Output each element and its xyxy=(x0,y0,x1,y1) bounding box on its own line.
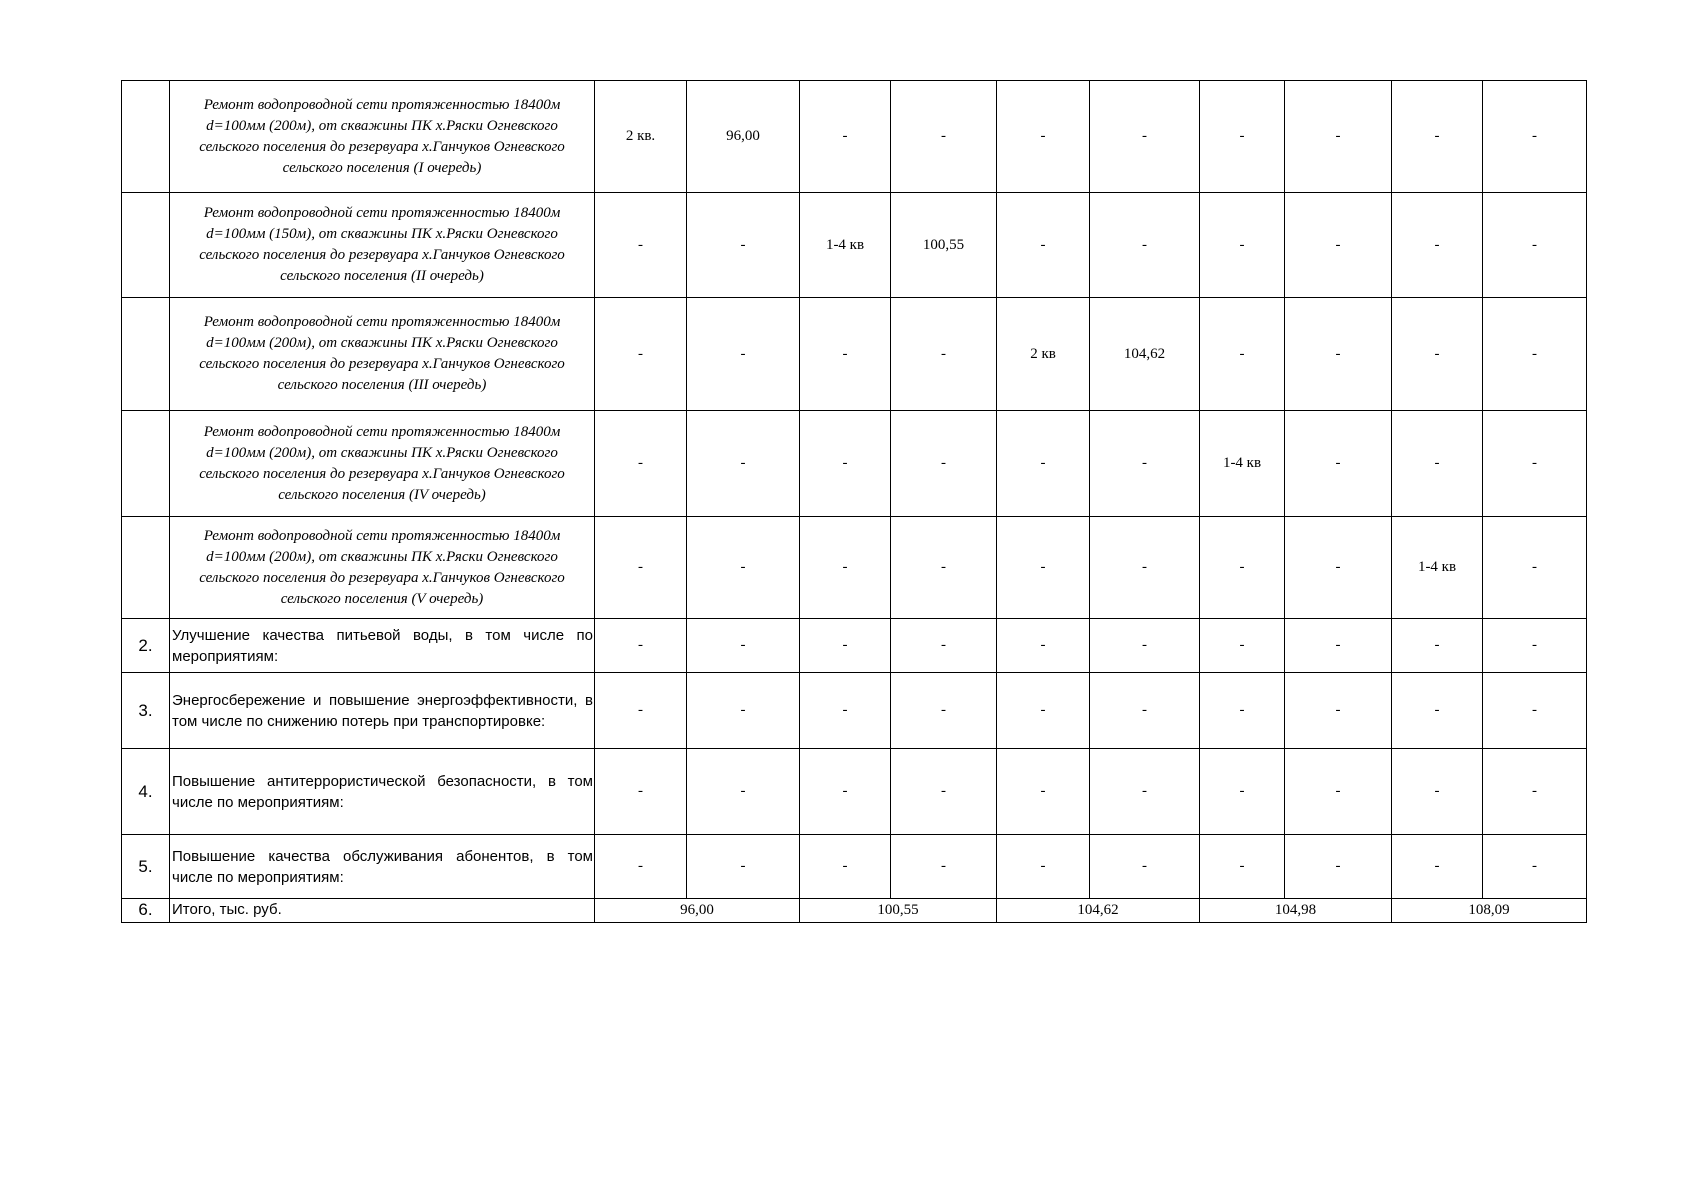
table-row xyxy=(122,298,1587,411)
table-cell: - xyxy=(1285,619,1392,673)
table-cell: - xyxy=(800,619,891,673)
table-cell: - xyxy=(891,81,997,193)
table-cell: - xyxy=(1483,619,1587,673)
table-cell: - xyxy=(595,411,687,517)
table-cell: - xyxy=(1090,517,1200,619)
table-cell: 1-4 кв xyxy=(1200,411,1285,517)
table-cell: - xyxy=(1483,193,1587,298)
total-row xyxy=(122,899,1587,923)
measure-description: Ремонт водопроводной сети протяженностью 18400м d=100мм (200м), от скважины ПК х.Ряски Огневского сельского поселения до резервуара х.Ганчуков Огневского сельского поселения (V очередь) xyxy=(170,517,595,619)
table-cell: - xyxy=(1285,673,1392,749)
table-cell: - xyxy=(997,619,1090,673)
table-cell: - xyxy=(1392,81,1483,193)
table-cell: - xyxy=(891,749,997,835)
table-row xyxy=(122,835,1587,899)
table-cell: - xyxy=(687,673,800,749)
measure-description: Повышение качества обслуживания абонентов, в том числе по мероприятиям: xyxy=(170,835,595,899)
table-cell: - xyxy=(1200,81,1285,193)
table-cell: - xyxy=(800,411,891,517)
table-cell: - xyxy=(997,673,1090,749)
total-value: 96,00 xyxy=(595,899,800,923)
table-cell: 96,00 xyxy=(687,81,800,193)
table-cell: - xyxy=(595,749,687,835)
table-cell: - xyxy=(997,835,1090,899)
table-cell: - xyxy=(891,411,997,517)
table-cell: - xyxy=(687,298,800,411)
total-value: 104,98 xyxy=(1200,899,1392,923)
table-cell: - xyxy=(595,193,687,298)
measure-description: Ремонт водопроводной сети протяженностью 18400м d=100мм (150м), от скважины ПК х.Ряски Огневского сельского поселения до резервуара х.Ганчуков Огневского сельского поселения (II очередь) xyxy=(170,193,595,298)
investment-table xyxy=(121,80,1587,923)
table-cell: - xyxy=(1090,749,1200,835)
table-cell: - xyxy=(1090,673,1200,749)
table-cell: - xyxy=(1285,517,1392,619)
measure-description: Улучшение качества питьевой воды, в том числе по мероприятиям: xyxy=(170,619,595,673)
table-cell: - xyxy=(1200,835,1285,899)
table-cell: - xyxy=(997,411,1090,517)
table-row xyxy=(122,619,1587,673)
table-cell: - xyxy=(1483,517,1587,619)
table-cell: - xyxy=(1483,835,1587,899)
table-cell: - xyxy=(1392,619,1483,673)
table-cell: - xyxy=(997,517,1090,619)
table-cell: - xyxy=(800,835,891,899)
table-cell: - xyxy=(800,517,891,619)
table-cell: 2 кв xyxy=(997,298,1090,411)
table-cell: - xyxy=(1090,81,1200,193)
total-value: 100,55 xyxy=(800,899,997,923)
table-cell: - xyxy=(595,619,687,673)
row-number xyxy=(122,81,170,193)
table-cell: - xyxy=(1392,673,1483,749)
row-number: 2. xyxy=(122,619,170,673)
measure-description: Ремонт водопроводной сети протяженностью 18400м d=100мм (200м), от скважины ПК х.Ряски Огневского сельского поселения до резервуара х.Ганчуков Огневского сельского поселения (IV очередь) xyxy=(170,411,595,517)
table-cell: - xyxy=(595,673,687,749)
row-number xyxy=(122,517,170,619)
table-cell: - xyxy=(997,749,1090,835)
table-cell: - xyxy=(1200,673,1285,749)
measure-description: Повышение антитеррористической безопасности, в том числе по мероприятиям: xyxy=(170,749,595,835)
table-cell: - xyxy=(1392,193,1483,298)
table-cell: - xyxy=(1483,749,1587,835)
row-number: 6. xyxy=(122,899,170,923)
total-value: 108,09 xyxy=(1392,899,1587,923)
table-cell: - xyxy=(1285,193,1392,298)
table-cell: - xyxy=(891,517,997,619)
table-cell: - xyxy=(1200,749,1285,835)
table-cell: - xyxy=(997,81,1090,193)
table-cell: - xyxy=(891,835,997,899)
table-cell: - xyxy=(1392,411,1483,517)
table-cell: - xyxy=(595,517,687,619)
table-cell: - xyxy=(1090,619,1200,673)
table-cell: - xyxy=(1285,411,1392,517)
table-cell: - xyxy=(1200,193,1285,298)
row-number xyxy=(122,411,170,517)
table-cell: - xyxy=(800,673,891,749)
measure-description: Ремонт водопроводной сети протяженностью 18400м d=100мм (200м), от скважины ПК х.Ряски Огневского сельского поселения до резервуара х.Ганчуков Огневского сельского поселения (III очередь) xyxy=(170,298,595,411)
row-number xyxy=(122,193,170,298)
table-row xyxy=(122,517,1587,619)
total-label: Итого, тыс. руб. xyxy=(170,899,595,923)
table-cell: - xyxy=(800,298,891,411)
table-cell: - xyxy=(687,619,800,673)
table-cell: - xyxy=(687,411,800,517)
table-cell: - xyxy=(687,193,800,298)
table-row xyxy=(122,673,1587,749)
table-cell: - xyxy=(1483,81,1587,193)
table-cell: - xyxy=(1285,835,1392,899)
table-cell: - xyxy=(687,835,800,899)
table-cell: - xyxy=(1392,835,1483,899)
table-row xyxy=(122,193,1587,298)
table-cell: - xyxy=(891,298,997,411)
row-number: 5. xyxy=(122,835,170,899)
total-value: 104,62 xyxy=(997,899,1200,923)
table-row xyxy=(122,81,1587,193)
table-cell: - xyxy=(687,749,800,835)
table-cell: - xyxy=(800,81,891,193)
table-cell: - xyxy=(1483,411,1587,517)
table-cell: - xyxy=(997,193,1090,298)
table-cell: 1-4 кв xyxy=(1392,517,1483,619)
table-cell: - xyxy=(1392,749,1483,835)
table-cell: - xyxy=(1483,673,1587,749)
table-cell: - xyxy=(1090,835,1200,899)
table-cell: - xyxy=(1285,749,1392,835)
table-cell: - xyxy=(1285,81,1392,193)
table-cell: - xyxy=(595,298,687,411)
table-cell: 100,55 xyxy=(891,193,997,298)
table-cell: - xyxy=(1483,298,1587,411)
row-number xyxy=(122,298,170,411)
table-cell: 1-4 кв xyxy=(800,193,891,298)
table-cell: 2 кв. xyxy=(595,81,687,193)
table-cell: 104,62 xyxy=(1090,298,1200,411)
table-cell: - xyxy=(1200,619,1285,673)
table-cell: - xyxy=(1285,298,1392,411)
table-cell: - xyxy=(800,749,891,835)
table-cell: - xyxy=(1200,517,1285,619)
table-cell: - xyxy=(1200,298,1285,411)
table-row xyxy=(122,411,1587,517)
table-cell: - xyxy=(687,517,800,619)
row-number: 3. xyxy=(122,673,170,749)
table-cell: - xyxy=(1392,298,1483,411)
table-row xyxy=(122,749,1587,835)
table-cell: - xyxy=(595,835,687,899)
table-cell: - xyxy=(1090,411,1200,517)
row-number: 4. xyxy=(122,749,170,835)
table-cell: - xyxy=(1090,193,1200,298)
table-cell: - xyxy=(891,619,997,673)
table-cell: - xyxy=(891,673,997,749)
measure-description: Ремонт водопроводной сети протяженностью 18400м d=100мм (200м), от скважины ПК х.Ряски Огневского сельского поселения до резервуара х.Ганчуков Огневского сельского поселения (I очередь) xyxy=(170,81,595,193)
measure-description: Энергосбережение и повышение энергоэффективности, в том числе по снижению потерь при транспортировке: xyxy=(170,673,595,749)
